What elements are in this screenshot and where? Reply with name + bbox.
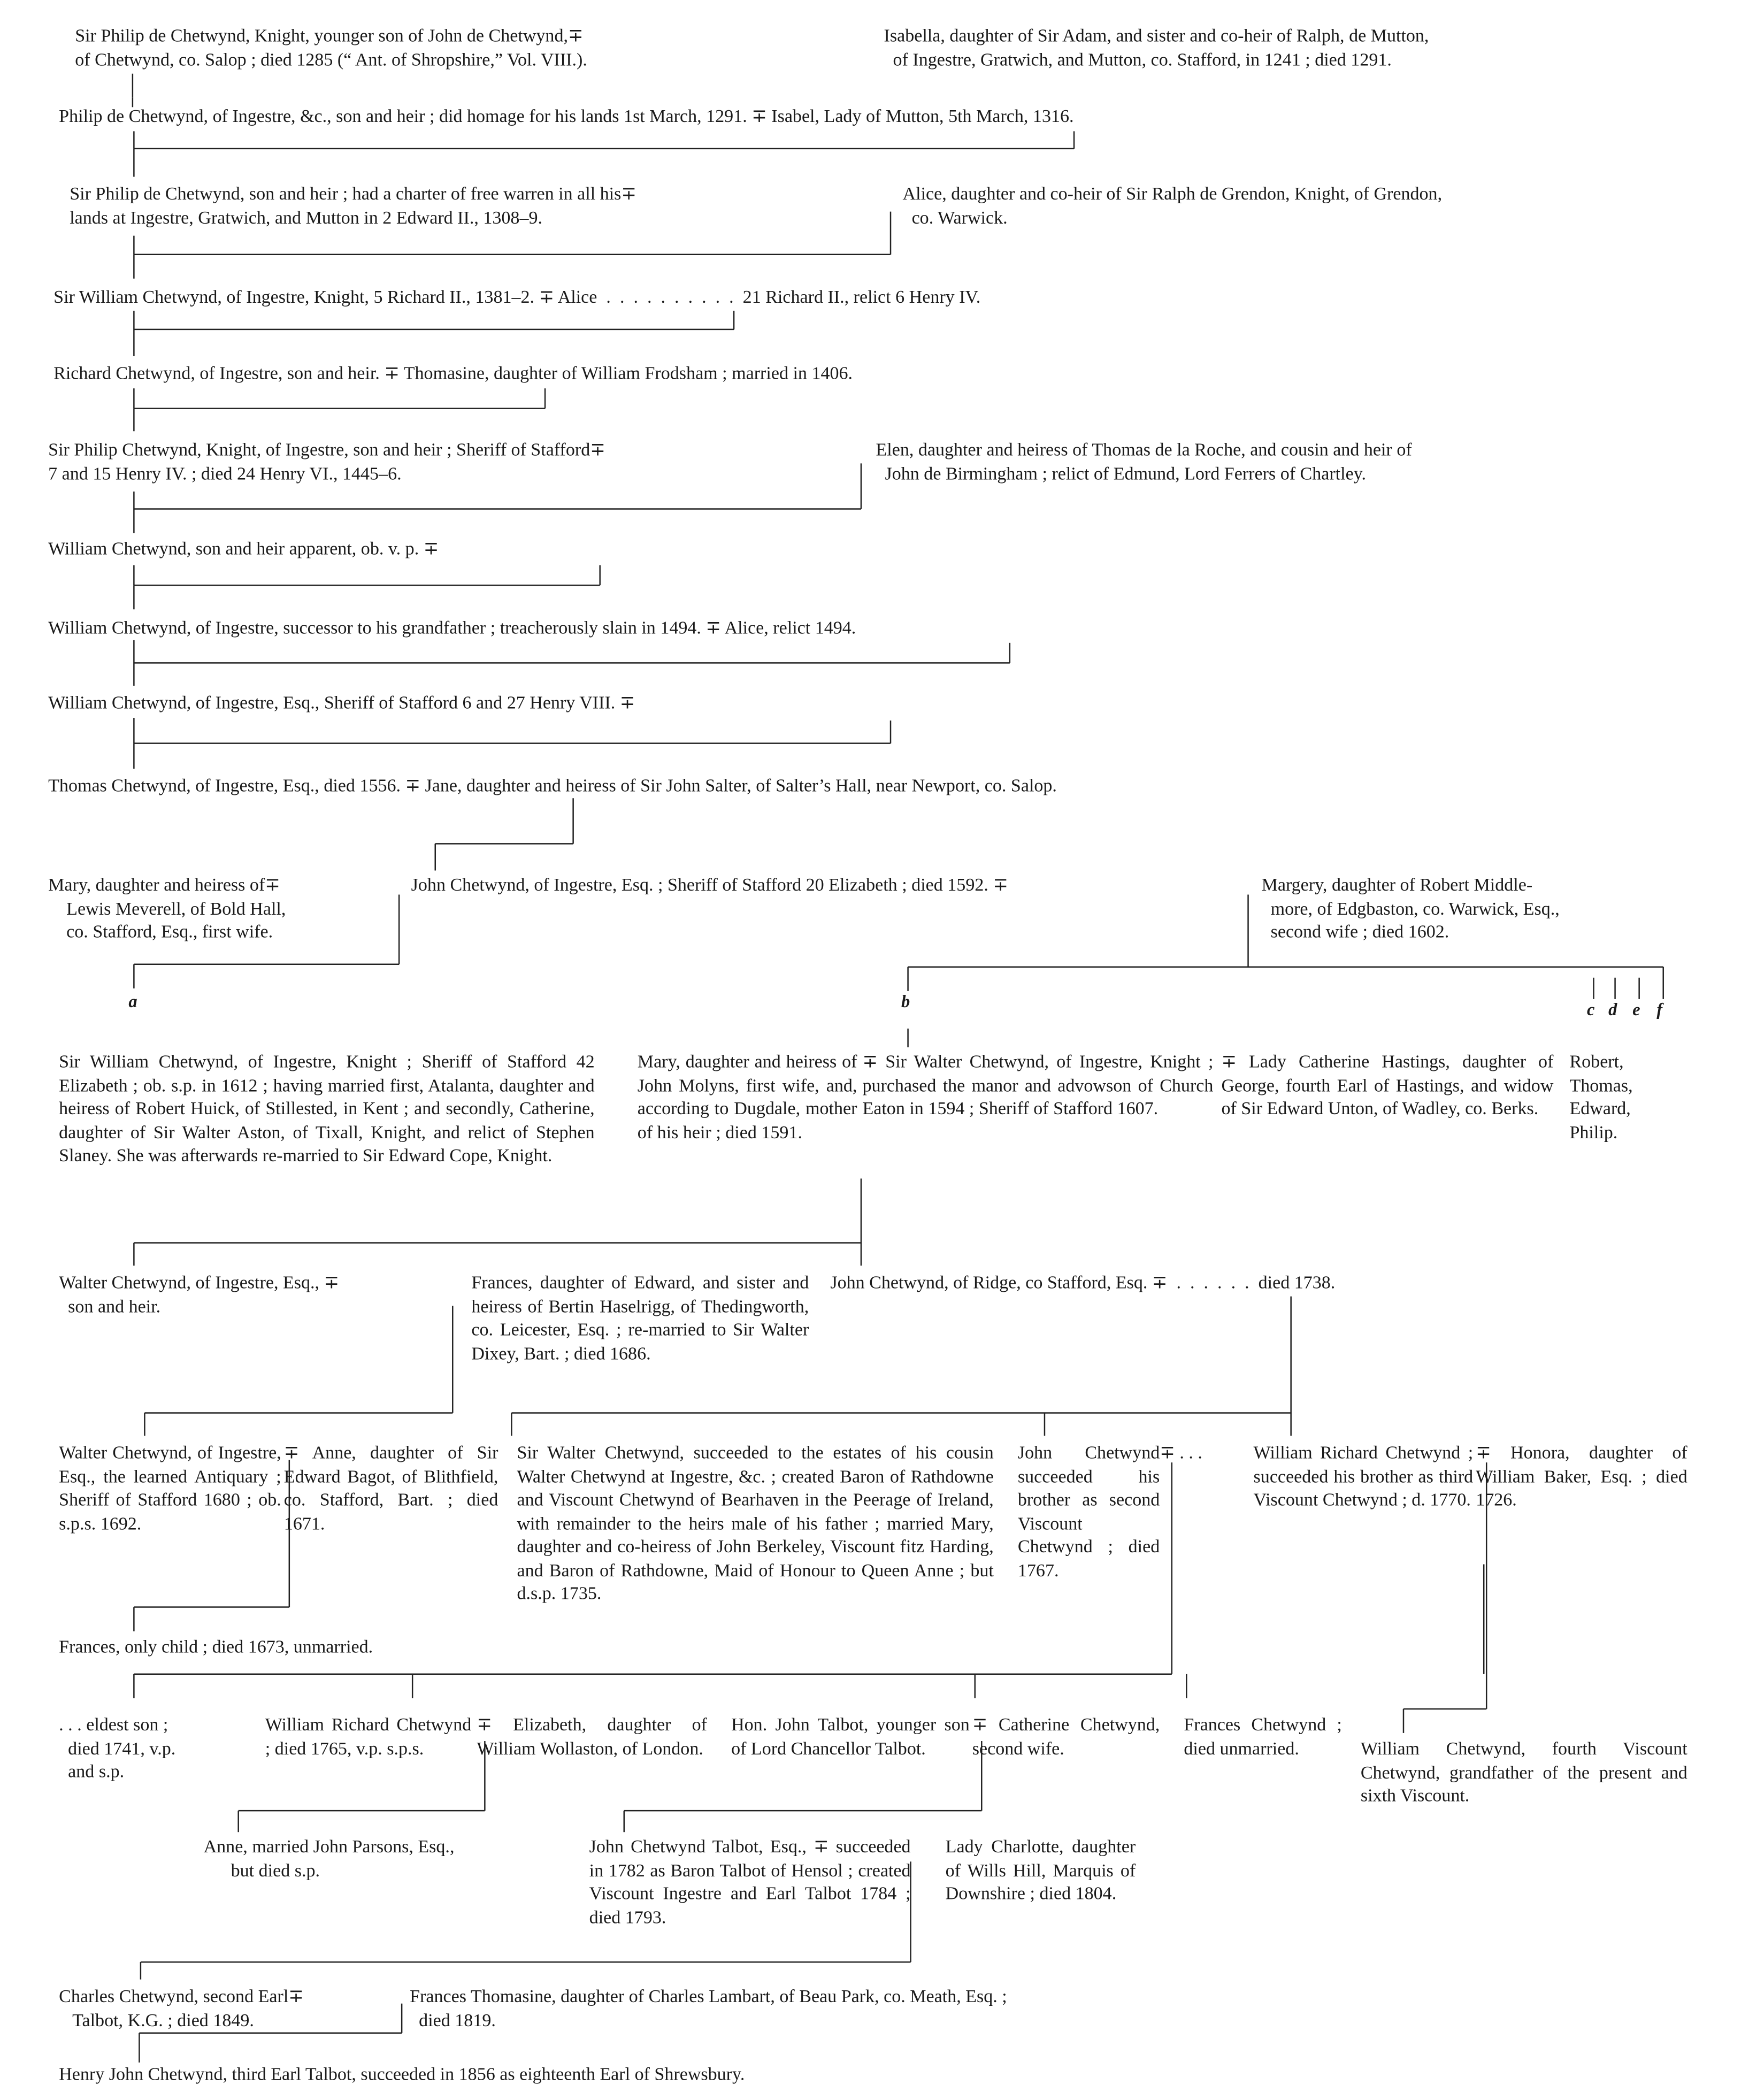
sir-philip-de-chetwynd-1285: Sir Philip de Chetwynd, Knight, younger son of John de Chetwynd,∓ of Chetwynd, co. Salop ; died 1285 (“ Ant. of Shropshire,” Vol. VIII.). [75, 25, 587, 69]
john-chetwynd-talbot-earl-talbot: John Chetwynd Talbot, Esq., ∓ succeeded in 1782 as Baron Talbot of Hensol ; created Viscount Ingestre and Earl Talbot 1784 ; died 1793. [589, 1836, 911, 1927]
sir-william-chetwynd-1612: Sir William Chetwynd, of Ingestre, Knight ; Sheriff of Stafford 42 Elizabeth ; ob. s.p. in 1612 ; having married first, Atalanta, daughter and heiress of Robert Huick, of Stillested, in Kent ; and secondly, Catherine, daughter of Sir Walter Aston, of Tixall, Knight, and relict of Stephen Slaney. She was afterwards re-married to Sir Edward Cope, Knight. [59, 1051, 595, 1166]
henry-john-chetwynd-third-earl: Henry John Chetwynd, third Earl Talbot, succeeded in 1856 as eighteenth Earl of Shrewsbury. [59, 2064, 745, 2084]
sir-walter-viscount-chetwynd: Sir Walter Chetwynd, succeeded to the estates of his cousin Walter Chetwynd at Ingestre, &c. ; created Baron of Rathdowne and Viscount Chetwynd of Bearhaven in the Peerage of Ireland, with remainder to the heirs male of his father ; married Mary, daughter and co-heiress of John Berkeley, Viscount fitz Harding, and Baron of Rathdowne, Maid of Honour to Queen Anne ; but d.s.p. 1735. [517, 1442, 994, 1604]
elen-de-la-roche: Elen, daughter and heiress of Thomas de la Roche, and cousin and heir of John de Birmingham ; relict of Edmund, Lord Ferrers of Chartley. [876, 439, 1412, 483]
william-chetwynd-fourth-viscount: William Chetwynd, fourth Viscount Chetwynd, grandfather of the present and sixth Viscount. [1360, 1738, 1687, 1806]
alice-de-grendon: Alice, daughter and co-heir of Sir Ralph de Grendon, Knight, of Grendon, co. Warwick. [902, 183, 1443, 227]
hon-john-talbot: Hon. John Talbot, younger son of Lord Chancellor Talbot. [731, 1714, 970, 1758]
younger-brothers: Robert, Thomas, Edward, Philip. [1569, 1051, 1633, 1142]
elizabeth-wollaston: ∓ Elizabeth, daughter of William Wollaston, of London. [477, 1714, 708, 1758]
branch-mark-f: f [1656, 999, 1663, 1020]
eldest-son-1741: . . . eldest son ; died 1741, v.p. and s.p. [59, 1714, 176, 1782]
branch-mark-c: c [1587, 999, 1595, 1020]
william-richard-chetwynd-1765: William Richard Chetwynd ; died 1765, v.p. s.p.s. [265, 1714, 472, 1758]
sir-walter-chetwynd-1607: ∓ Sir Walter Chetwynd, of Ingestre, Knight ; purchased the manor and advowson of Church Eaton in 1594 ; Sheriff of Stafford 1607. [862, 1051, 1214, 1118]
branch-mark-d: d [1608, 999, 1617, 1020]
richard-chetwynd: Richard Chetwynd, of Ingestre, son and heir. ∓ Thomasine, daughter of William Frodsham ; married in 1406. [53, 363, 853, 384]
john-chetwynd-of-ridge: John Chetwynd, of Ridge, co Stafford, Esq. ∓ . . . . . . died 1738. [830, 1272, 1336, 1293]
sir-philip-de-chetwynd-1308: Sir Philip de Chetwynd, son and heir ; had a charter of free warren in all his∓ lands at Ingestre, Gratwich, and Mutton in 2 Edward II., 1308–9. [70, 183, 636, 227]
honora-baker: ∓ Honora, daughter of William Baker, Esq. ; died 1726. [1476, 1442, 1687, 1509]
frances-haselrigg: Frances, daughter of Edward, and sister and heiress of Bertin Haselrigg, of Thedingworth, co. Leicester, Esq. ; re-married to Sir Walter Dixey, Bart. ; died 1686. [471, 1272, 809, 1363]
william-chetwynd-ob-vp: William Chetwynd, son and heir apparent, ob. v. p. ∓ [48, 538, 439, 559]
sir-william-chetwynd-1381: Sir William Chetwynd, of Ingestre, Knight, 5 Richard II., 1381–2. ∓ Alice . . . . . . . . . . 21 Richard II., relict 6 Henry IV. [53, 286, 981, 307]
catherine-chetwynd: ∓ Catherine Chetwynd, second wife. [972, 1714, 1160, 1758]
william-richard-third-viscount: William Richard Chetwynd ; succeeded his brother as third Viscount Chetwynd ; d. 1770. [1253, 1442, 1474, 1509]
walter-chetwynd-antiquary: Walter Chetwynd, of Ingestre, Esq., the learned Antiquary ; Sheriff of Stafford 1680 ; ob. s.p.s. 1692. [59, 1442, 281, 1533]
margery-middlemore: Margery, daughter of Robert Middle- more, of Edgbaston, co. Warwick, Esq., second wife ; died 1602. [1261, 874, 1560, 942]
mary-molyns: Mary, daughter and heiress of John Molyns, first wife, and, according to Dugdale, mother of his heir ; died 1591. [637, 1051, 857, 1142]
frances-chetwynd-unmarried: Frances Chetwynd ; died unmarried. [1184, 1714, 1342, 1758]
walter-chetwynd-son-and-heir: Walter Chetwynd, of Ingestre, Esq., ∓ son and heir. [59, 1272, 340, 1316]
second-viscount-wife: ∓ . . . [1160, 1442, 1202, 1463]
branch-mark-b: b [901, 991, 910, 1011]
john-chetwynd-second-viscount: John Chetwynd succeeded his brother as second Viscount Chetwynd ; died 1767. [1017, 1442, 1160, 1580]
mary-meverell: Mary, daughter and heiress of∓ Lewis Meverell, of Bold Hall, co. Stafford, Esq., first wife. [48, 874, 286, 942]
charles-chetwynd-second-earl: Charles Chetwynd, second Earl∓ Talbot, K.G. ; died 1849. [59, 1986, 304, 2030]
william-chetwynd-1494: William Chetwynd, of Ingestre, successor to his grandfather ; treacherously slain in 1494. ∓ Alice, relict 1494. [48, 617, 856, 638]
anne-bagot: ∓ Anne, daughter of Sir Edward Bagot, of Blithfield, co. Stafford, Bart. ; died 1671. [283, 1442, 498, 1533]
thomas-chetwynd-1556: Thomas Chetwynd, of Ingestre, Esq., died 1556. ∓ Jane, daughter and heiress of Sir John Salter, of Salter’s Hall, near Newport, co. Salop. [48, 775, 1057, 796]
philip-de-chetwynd-1291: Philip de Chetwynd, of Ingestre, &c., son and heir ; did homage for his lands 1st March, 1291. ∓ Isabel, Lady of Mutton, 5th March, 1316. [59, 105, 1074, 126]
lady-catherine-hastings: ∓ Lady Catherine Hastings, daughter of George, fourth Earl of Hastings, and widow of Sir Edward Unton, of Wadley, co. Berks. [1221, 1051, 1554, 1118]
frances-only-child: Frances, only child ; died 1673, unmarried. [59, 1636, 373, 1657]
sir-philip-chetwynd-1445: Sir Philip Chetwynd, Knight, of Ingestre, son and heir ; Sheriff of Stafford∓ 7 and 15 Henry IV. ; died 24 Henry VI., 1445–6. [48, 439, 605, 483]
john-chetwynd-1592: John Chetwynd, of Ingestre, Esq. ; Sheriff of Stafford 20 Elizabeth ; died 1592. ∓ [411, 874, 1008, 895]
isabella-de-mutton: Isabella, daughter of Sir Adam, and sister and co-heir of Ralph, de Mutton, of Ingestre, Gratwich, and Mutton, co. Stafford, in 1241 ; died 1291. [884, 25, 1429, 69]
branch-mark-a: a [128, 991, 137, 1011]
lady-charlotte-hill: Lady Charlotte, daughter of Wills Hill, Marquis of Downshire ; died 1804. [945, 1836, 1136, 1903]
anne-parsons: Anne, married John Parsons, Esq., but died s.p. [203, 1836, 455, 1880]
william-chetwynd-henry-viii: William Chetwynd, of Ingestre, Esq., Sheriff of Stafford 6 and 27 Henry VIII. ∓ [48, 692, 635, 713]
frances-thomasine-lambart: Frances Thomasine, daughter of Charles Lambart, of Beau Park, co. Meath, Esq. ; died 1819. [410, 1986, 1007, 2030]
branch-mark-e: e [1632, 999, 1640, 1020]
